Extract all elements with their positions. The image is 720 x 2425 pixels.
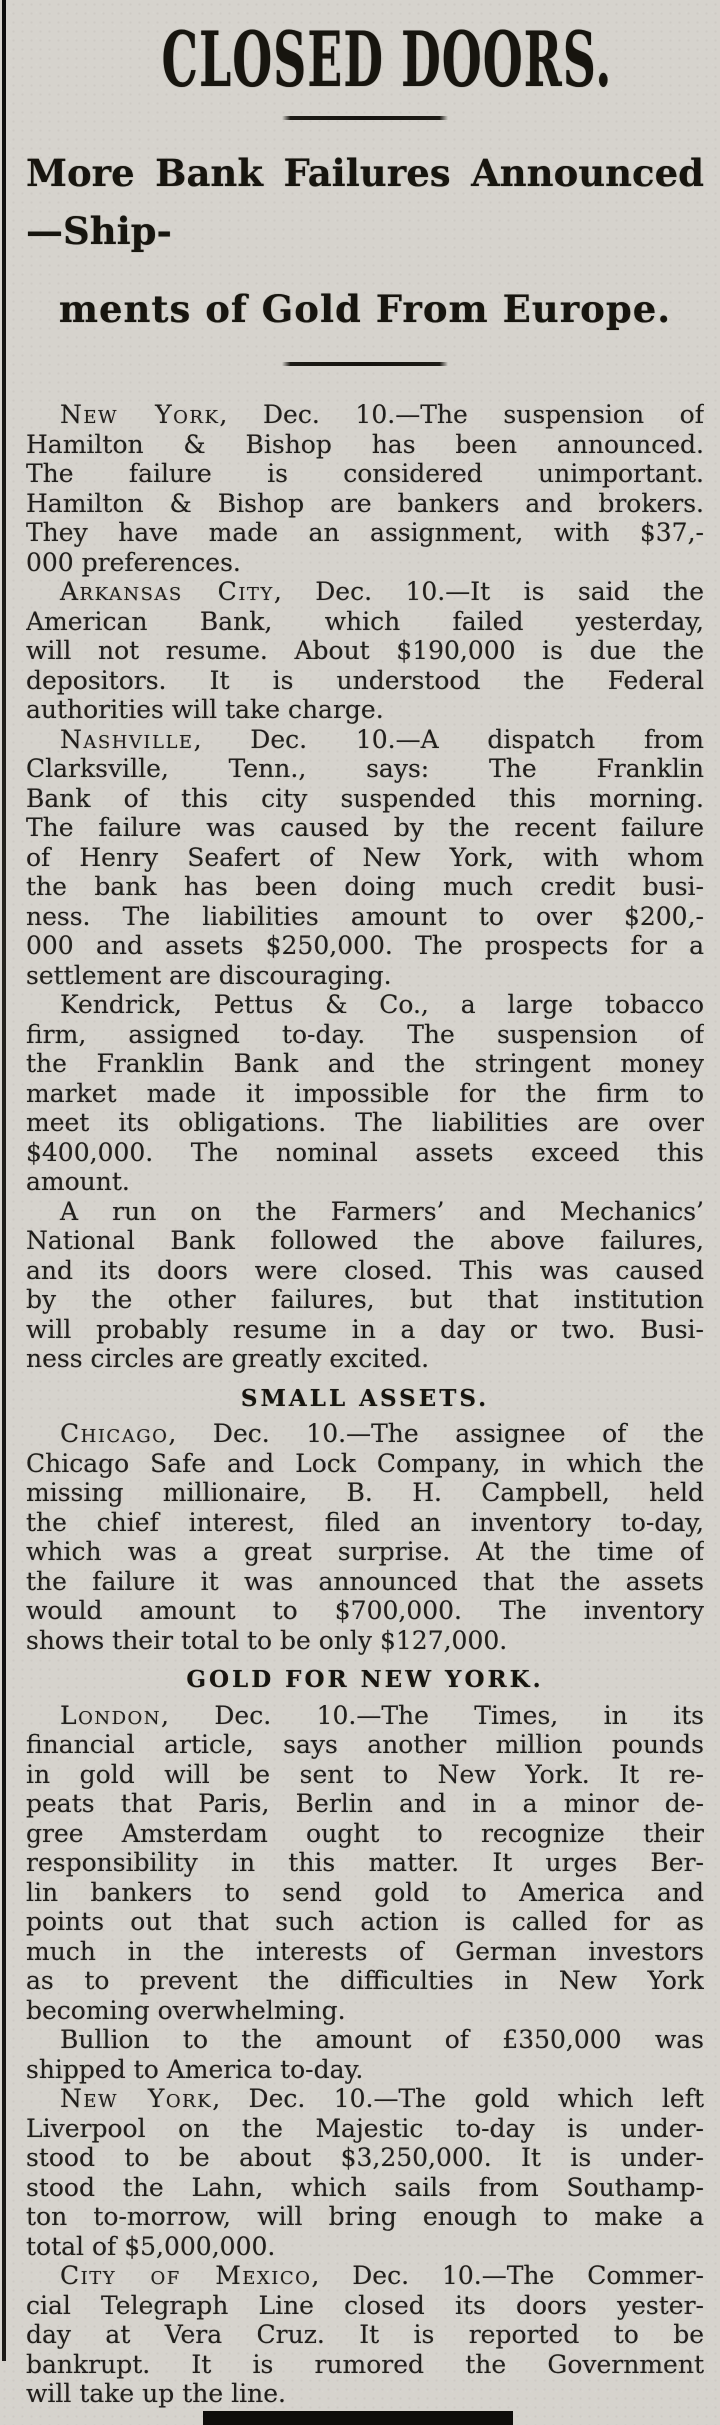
article-line: City of Mexico, Dec. 10.—The Commer- [60, 2261, 704, 2290]
article-line: bankrupt. It is rumored the Government [26, 2349, 704, 2379]
article-line: shipped to America to-day. [26, 2054, 364, 2084]
article-line: Arkansas City, Dec. 10.—It is said the [60, 577, 704, 606]
subtitle-line-2: ments of Gold From Europe. [58, 287, 672, 331]
paragraph [26, 2025, 704, 2084]
article-line: $400,000. The nominal assets exceed this [26, 1137, 704, 1167]
dateline: New York [60, 2084, 213, 2113]
article-line: becoming overwhelming. [26, 1995, 346, 2025]
article-line: American Bank, which failed yesterday, [26, 606, 704, 636]
paragraph [26, 1701, 704, 2026]
article-line: New York, Dec. 10.—The suspension of [60, 400, 704, 429]
article-line: peats that Paris, Berlin and in a minor de- [26, 1789, 704, 1818]
paragraph [26, 990, 704, 1197]
article-line: 000 preferences. [26, 547, 241, 577]
newspaper-column [26, 0, 704, 2425]
article-line: of Henry Seafert of New York, with whom [26, 842, 704, 872]
article-line: ness. The liabilities amount to over $200,- [26, 901, 704, 931]
article-line: depositors. It is understood the Federal [26, 665, 704, 695]
article-line: meet its obligations. The liabilities are over [26, 1108, 704, 1137]
article-line: Nashville, Dec. 10.—A dispatch from [60, 724, 704, 754]
article-line: ton to-morrow, will bring enough to make a [26, 2202, 704, 2231]
article-line: market made it impossible for the firm to [26, 1078, 704, 1108]
article-line: National Bank followed the above failures, [26, 1226, 704, 1255]
article-body [26, 400, 704, 2409]
column-rule [2, 0, 6, 2361]
paragraph [26, 400, 704, 577]
article-line: will take up the line. [26, 2379, 286, 2408]
article-line: Bank of this city suspended this morning. [26, 783, 704, 813]
article-line: as to prevent the difficulties in New York [26, 1966, 704, 1995]
article-line: Liverpool on the Majestic to-day is under- [26, 2113, 704, 2143]
paragraph [26, 577, 704, 725]
article-line: points out that such action is called for as [26, 1907, 704, 1936]
article-line: the failure it was announced that the assets [26, 1566, 704, 1596]
article-line: in gold will be sent to New York. It re- [26, 1759, 704, 1789]
article-subtitle [26, 144, 704, 338]
article-line: lin bankers to send gold to America and [26, 1877, 704, 1907]
article-line: ness circles are greatly excited. [26, 1344, 430, 1373]
dateline: Arkansas City [60, 577, 274, 606]
article-line: cial Telegraph Line closed its doors yester- [26, 2290, 704, 2320]
article-line: They have made an assignment, with $37,- [26, 518, 704, 547]
article-line: stood the Lahn, which sails from Southamp- [26, 2172, 704, 2202]
paragraph [26, 2084, 704, 2261]
article-line: responsibility in this matter. It urges Ber- [26, 1848, 704, 1877]
dateline: Chicago [60, 1419, 169, 1448]
title-divider [282, 116, 448, 120]
article-line: much in the interests of German investors [26, 1936, 704, 1966]
article-line: shows their total to be only $127,000. [26, 1625, 508, 1655]
dateline: Nashville [60, 724, 194, 754]
article-line: firm, assigned to-day. The suspension of [26, 1019, 704, 1049]
article-line: gree Amsterdam ought to recognize their [26, 1818, 704, 1848]
article-line: 000 and assets $250,000. The prospects for a [26, 931, 704, 960]
article-line: will not resume. About $190,000 is due the [26, 636, 704, 665]
article-line: amount. [26, 1167, 130, 1196]
article-line: will probably resume in a day or two. Busi- [26, 1314, 704, 1344]
article-line: Hamilton & Bishop are bankers and brokers. [26, 488, 704, 518]
article-line: A run on the Farmers’ and Mechanics’ [60, 1196, 704, 1226]
article-line: Bullion to the amount of £350,000 was [60, 2025, 704, 2054]
article-line: total of $5,000,000. [26, 2231, 276, 2261]
article-line: day at Vera Cruz. It is reported to be [26, 2320, 704, 2349]
article-line: The failure was caused by the recent failure [26, 813, 704, 842]
section-heading: SMALL ASSETS. [240, 1384, 490, 1412]
article-line: the Franklin Bank and the stringent money [26, 1049, 704, 1078]
article-line: would amount to $700,000. The inventory [26, 1596, 704, 1625]
paragraph [26, 725, 704, 991]
paragraph [26, 1419, 704, 1655]
article-line: the bank has been doing much credit busi- [26, 872, 704, 901]
article-line: Hamilton & Bishop has been announced. [26, 429, 704, 459]
dateline: London [60, 1700, 162, 1730]
article-line: financial article, says another million pounds [26, 1730, 704, 1759]
article-line: by the other failures, but that institution [26, 1285, 704, 1314]
end-rule [203, 2411, 513, 2425]
subtitle-divider [282, 362, 448, 366]
paragraph [26, 1197, 704, 1374]
article-line: authorities will take charge. [26, 695, 384, 724]
section-heading: GOLD FOR NEW YORK. [186, 1666, 544, 1693]
article-line: New York, Dec. 10.—The gold which left [60, 2084, 704, 2113]
article-line: Clarksville, Tenn., says: The Franklin [26, 754, 704, 783]
article-line: which was a great surprise. At the time of [26, 1537, 704, 1566]
article-line: stood to be about $3,250,000. It is under- [26, 2143, 704, 2172]
article-line: and its doors were closed. This was caused [26, 1255, 704, 1285]
article-line: missing millionaire, B. H. Campbell, held [26, 1478, 704, 1507]
article-line: Kendrick, Pettus & Co., a large tobacco [60, 990, 704, 1019]
subtitle-line-1: More Bank Failures Announced—Ship- [26, 151, 704, 253]
article-line: settlement are discouraging. [26, 960, 392, 990]
dateline: New York [60, 400, 220, 429]
article-line: London, Dec. 10.—The Times, in its [60, 1700, 704, 1730]
article-line: The failure is considered unimportant. [26, 459, 704, 488]
dateline: City of Mexico [60, 2261, 312, 2290]
article-line: Chicago Safe and Lock Company, in which the [26, 1448, 704, 1478]
paragraph [26, 2261, 704, 2409]
article-line: Chicago, Dec. 10.—The assignee of the [60, 1419, 704, 1448]
article-line: the chief interest, filed an inventory to-day, [26, 1507, 704, 1537]
article-title: CLOSED DOORS. [161, 15, 613, 104]
